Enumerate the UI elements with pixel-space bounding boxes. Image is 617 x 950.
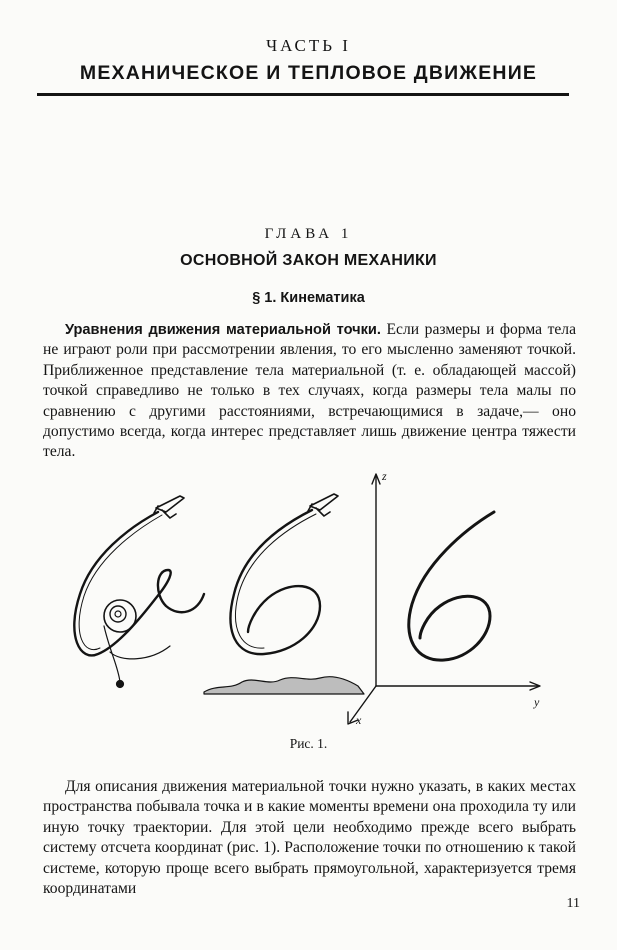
- ground-landscape: [204, 677, 364, 694]
- airplane-trajectory-middle: [204, 494, 364, 694]
- trajectory-in-axes: [409, 512, 494, 660]
- airplane-trajectory-left: [74, 496, 204, 688]
- axis-label-z: z: [382, 469, 387, 483]
- trajectory-six: [231, 510, 320, 654]
- paragraph-reference-frame: Для описания движения материальной точки нужно указать, в каких местах пространства побывала точка и в какие моменты времени она проходила ту или иную точку траектории. Для этой цели необходимо прежде всего выбрать систему отсчета координат (рис. 1). Расположение точки по отношению к такой системе, которую проще всего выбрать прямоугольной, характеризуется тремя координатами: [43, 778, 576, 898]
- airplane-icon: [308, 494, 338, 516]
- ground-point: [116, 680, 123, 687]
- section-title: § 1. Кинематика: [252, 290, 365, 306]
- coordinate-system: [348, 469, 540, 727]
- airplane-icon: [154, 496, 184, 518]
- trajectory-loop-left: [74, 512, 204, 655]
- paragraph-lead: Уравнения движения материальной точки.: [65, 322, 381, 338]
- chapter-title: ОСНОВНОЙ ЗАКОН МЕХАНИКИ: [180, 252, 437, 269]
- part-label: ЧАСТЬ I: [266, 36, 351, 55]
- chapter-label: ГЛАВА 1: [264, 226, 353, 242]
- figure-caption: Рис. 1.: [289, 736, 328, 751]
- figure-trajectories: [58, 466, 558, 736]
- part-title: МЕХАНИЧЕСКОЕ И ТЕПЛОВОЕ ДВИЖЕНИЕ: [79, 62, 538, 84]
- paragraph-body: Если размеры и форма тела не играют роли при рассмотрении явления, то его мысленно заменяют точкой. Приближенное представление тела материальной (т. е. обладающей массой) точкой справедливо не только в тех случаях, когда размеры тела малы по сравнению с другими расстояниями, встречающимися в задаче,— оно допустимо всегда, когда интерес представляет лишь движение центра тяжести тела.: [43, 321, 577, 461]
- page-number: 11: [566, 896, 580, 911]
- axis-label-x: x: [356, 713, 362, 727]
- paragraph-motion-equations: [43, 320, 576, 463]
- axis-label-y: y: [534, 695, 540, 709]
- header-rule: [37, 93, 569, 96]
